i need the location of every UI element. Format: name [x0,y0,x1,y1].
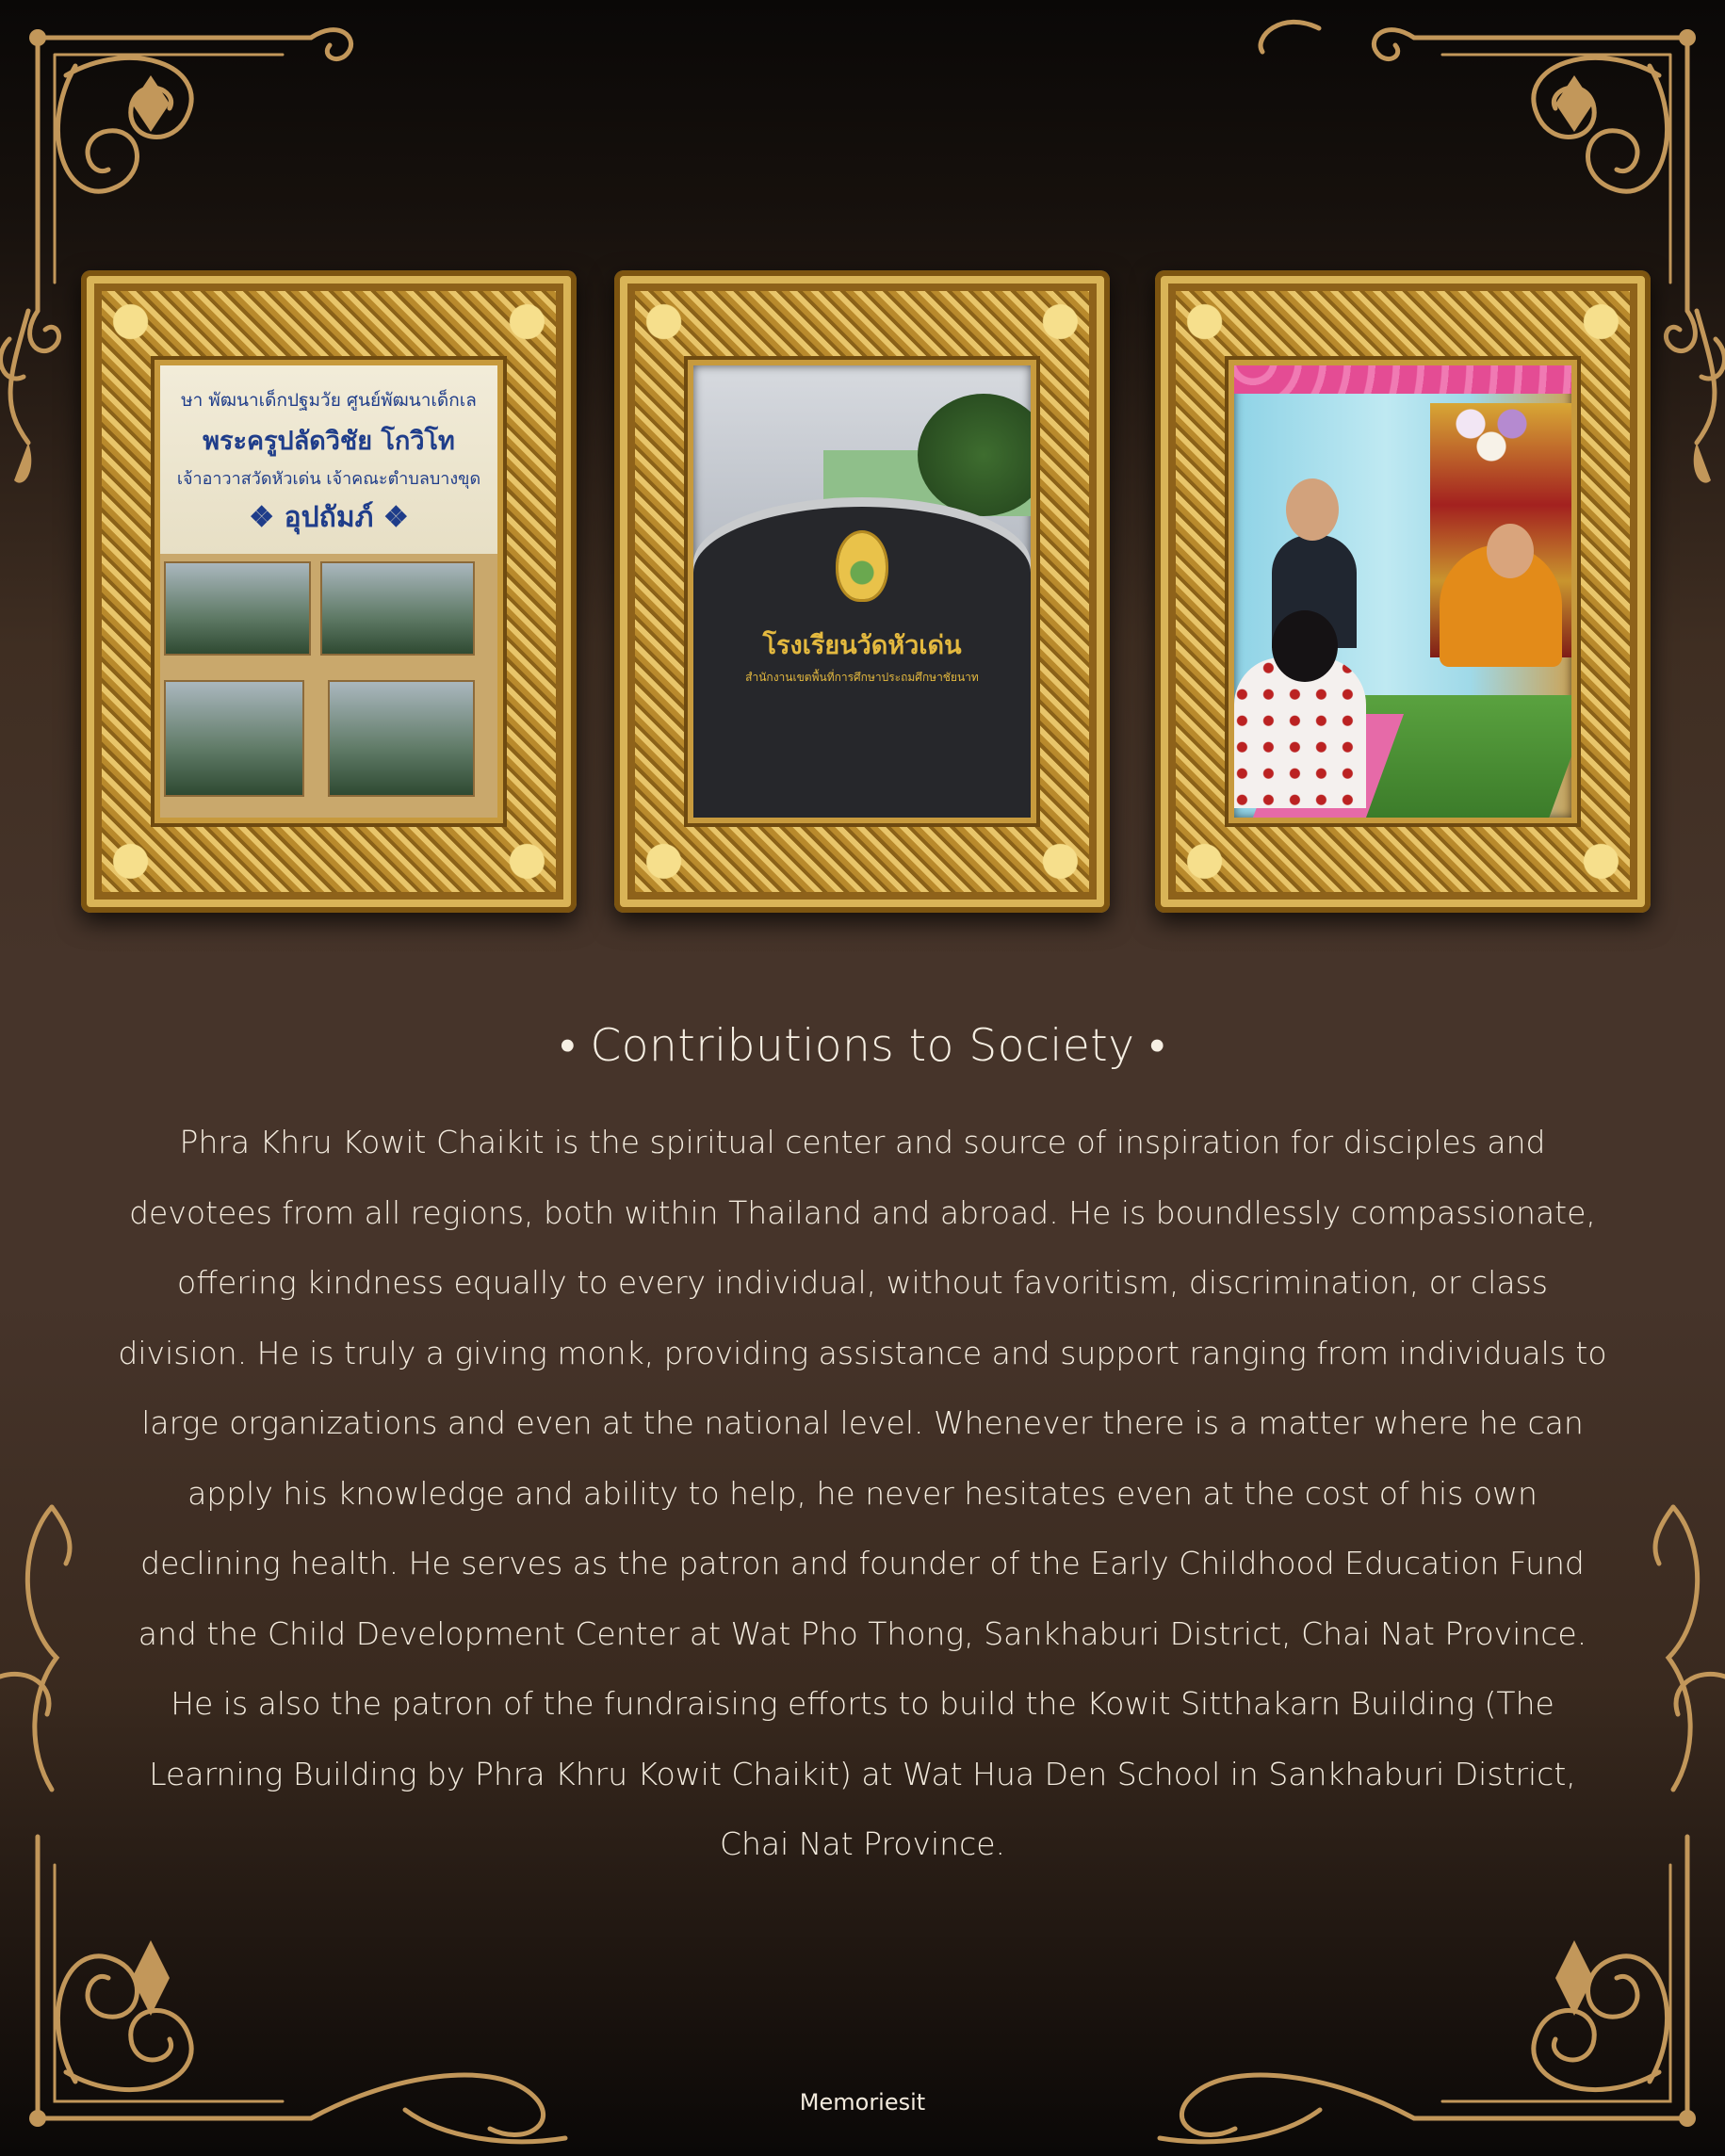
window-pane [328,680,475,797]
section-body [104,1108,1621,1880]
window-pane [164,561,311,656]
girl-head [1272,610,1338,682]
body-line: devotees from all regions, both within Thailand and abroad. He is boundlessly compassionate, [129,1193,1596,1231]
sign-line-2: พระครูปลัดวิชัย โกวิโท [203,427,455,456]
body-line: Chai Nat Province. [719,1825,1006,1862]
temple-sign-board [160,365,497,554]
sign-line-1: ษา พัฒนาเด็กปฐมวัย ศูนย์พัฒนาเด็กเล [181,390,477,411]
gold-picture-frame-1 [81,270,577,913]
window-pane [320,561,475,656]
section-heading: • Contributions to Society • [560,1020,1165,1072]
sign-line-3: เจ้าอาวาสวัดหัวเด่น เจ้าคณะตำบลบางขุด [176,469,481,489]
school-emblem-icon [838,533,886,599]
body-line: offering kindness equally to every individual, without favoritism, discrimination, or class [177,1264,1548,1301]
photo-school-sign [688,360,1036,823]
photo-gallery [0,270,1725,916]
school-name: โรงเรียนวัดหัวเด่น [762,631,962,660]
footer-credit: Memoriesit [799,2089,926,2115]
sign-line-4: ❖ อุปถัมภ์ ❖ [249,501,409,534]
window-pane [164,680,304,797]
body-line: and the Child Development Center at Wat Pho Thong, Sankhaburi District, Chai Nat Province. [138,1614,1587,1652]
body-line: declining health. He serves as the patron and founder of the Early Childhood Education Fund [140,1545,1585,1581]
photo-ceremony [1229,360,1577,823]
body-line: He is also the patron of the fundraising efforts to build the Kowit Sitthakarn Building (The [171,1685,1554,1722]
body-line: division. He is truly a giving monk, providing assistance and support ranging from individuals to [118,1334,1607,1371]
gold-picture-frame-2 [614,270,1110,913]
gold-picture-frame-3 [1155,270,1651,913]
body-line: large organizations and even at the national level. Whenever there is a matter where he can [141,1404,1584,1441]
body-line: Phra Khru Kowit Chaikit is the spiritual center and source of inspiration for disciples and [179,1124,1546,1160]
monk-head [1487,524,1534,578]
school-office-name: สำนักงานเขตพื้นที่การศึกษาประถมศึกษาชัยนาท [745,671,979,684]
pink-drape [1234,365,1571,394]
photo-temple-sign [155,360,503,823]
flower-arrangement [1440,394,1543,469]
body-line: Learning Building by Phra Khru Kowit Chaikit) at Wat Hua Den School in Sankhaburi District, [149,1755,1576,1792]
body-line: apply his knowledge and ability to help, he never hesitates even at the cost of his own [187,1474,1538,1512]
man-head [1286,478,1339,541]
window-panes [160,554,497,818]
